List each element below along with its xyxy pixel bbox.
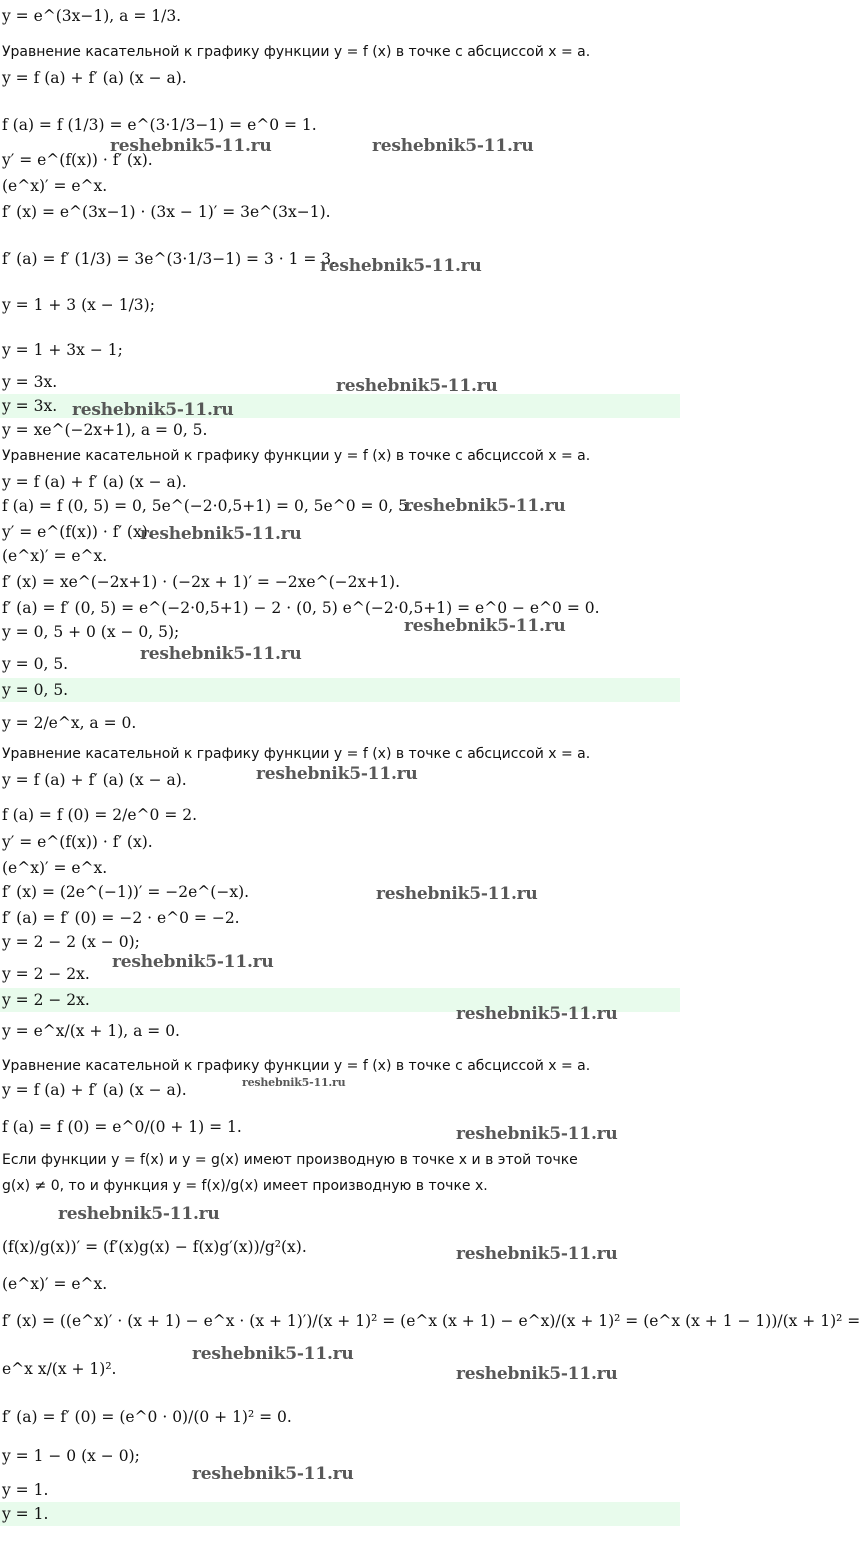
watermark: reshebnik5-11.ru [192, 1344, 354, 1364]
watermark: reshebnik5-11.ru [336, 376, 498, 396]
formula-line: f′ (a) = f′ (1/3) = 3e^(3·1/3−1) = 3 · 1 = 3. [2, 250, 337, 268]
watermark: reshebnik5-11.ru [256, 764, 418, 784]
formula-line: y = 1. [2, 1481, 49, 1499]
formula-line: (e^x)′ = e^x. [2, 177, 108, 195]
watermark: reshebnik5-11.ru [456, 1124, 618, 1144]
formula-line: y = 2 − 2x. [2, 965, 90, 983]
text-line: g(x) ≠ 0, то и функция y = f(x)/g(x) имеет производную в точке x. [2, 1178, 488, 1194]
formula-line: f′ (x) = ((e^x)′ · (x + 1) − e^x · (x + 1)′)/(x + 1)² = (e^x (x + 1) − e^x)/(x + 1)² = (e^x (x + 1 − 1))/(x + 1)² = [2, 1312, 860, 1330]
watermark: reshebnik5-11.ru [242, 1076, 346, 1089]
watermark: reshebnik5-11.ru [192, 1464, 354, 1484]
formula-line: y = 0, 5 + 0 (x − 0, 5); [2, 623, 180, 641]
formula-line: f (a) = f (0, 5) = 0, 5e^(−2·0,5+1) = 0, 5e^0 = 0, 5. [2, 497, 413, 515]
formula-line: y = 1 + 3 (x − 1/3); [2, 296, 155, 314]
text-line: Если функции y = f(x) и y = g(x) имеют производную в точке x и в этой точке [2, 1152, 578, 1168]
formula-line: f′ (x) = e^(3x−1) · (3x − 1)′ = 3e^(3x−1). [2, 203, 331, 221]
formula-line: y = 3x. [2, 373, 58, 391]
formula-line: y = 2 − 2 (x − 0); [2, 933, 140, 951]
watermark: reshebnik5-11.ru [320, 256, 482, 276]
formula-line: y = f (a) + f′ (a) (x − a). [2, 1081, 187, 1099]
formula-line: y = xe^(−2x+1), a = 0, 5. [2, 421, 208, 439]
watermark: reshebnik5-11.ru [110, 136, 272, 156]
formula-line: y = f (a) + f′ (a) (x − a). [2, 473, 187, 491]
text-line: Уравнение касательной к графику функции y = f (x) в точке с абсциссой x = a. [2, 746, 591, 762]
text-line: Уравнение касательной к графику функции y = f (x) в точке с абсциссой x = a. [2, 448, 591, 464]
formula-line: y = 2/e^x, a = 0. [2, 714, 137, 732]
formula-line: f (a) = f (0) = 2/e^0 = 2. [2, 806, 198, 824]
watermark: reshebnik5-11.ru [456, 1364, 618, 1384]
formula-line: f (a) = f (0) = e^0/(0 + 1) = 1. [2, 1118, 242, 1136]
text-line: Уравнение касательной к графику функции y = f (x) в точке с абсциссой x = a. [2, 44, 591, 60]
formula-line: y = 1 + 3x − 1; [2, 341, 123, 359]
answer-line: y = 3x. [0, 394, 680, 418]
watermark: reshebnik5-11.ru [456, 1004, 618, 1024]
formula-line: y′ = e^(f(x)) · f′ (x). [2, 833, 153, 851]
formula-line: y = 1 − 0 (x − 0); [2, 1447, 140, 1465]
formula-line: (f(x)/g(x))′ = (f′(x)g(x) − f(x)g′(x))/g²(x). [2, 1238, 307, 1256]
formula-line: y = f (a) + f′ (a) (x − a). [2, 69, 187, 87]
watermark: reshebnik5-11.ru [404, 496, 566, 516]
formula-line: y′ = e^(f(x)) · f′ (x). [2, 151, 153, 169]
formula-line: (e^x)′ = e^x. [2, 859, 108, 877]
formula-line: y = f (a) + f′ (a) (x − a). [2, 771, 187, 789]
watermark: reshebnik5-11.ru [140, 524, 302, 544]
formula-line: f′ (a) = f′ (0, 5) = e^(−2·0,5+1) − 2 · (0, 5) e^(−2·0,5+1) = e^0 − e^0 = 0. [2, 599, 600, 617]
answer-line: y = 1. [0, 1502, 680, 1526]
formula-line: y = 0, 5. [2, 655, 69, 673]
formula-line: y = e^x/(x + 1), a = 0. [2, 1022, 180, 1040]
answer-line: y = 2 − 2x. [0, 988, 680, 1012]
formula-line: y = e^(3x−1), a = 1/3. [2, 7, 182, 25]
watermark: reshebnik5-11.ru [376, 884, 538, 904]
text-line: Уравнение касательной к графику функции y = f (x) в точке с абсциссой x = a. [2, 1058, 591, 1074]
formula-line: f′ (x) = xe^(−2x+1) · (−2x + 1)′ = −2xe^(−2x+1). [2, 573, 401, 591]
watermark: reshebnik5-11.ru [140, 644, 302, 664]
watermark: reshebnik5-11.ru [404, 616, 566, 636]
formula-line: f (a) = f (1/3) = e^(3·1/3−1) = e^0 = 1. [2, 116, 317, 134]
watermark: reshebnik5-11.ru [112, 952, 274, 972]
formula-line: f′ (a) = f′ (0) = (e^0 · 0)/(0 + 1)² = 0. [2, 1408, 292, 1426]
answer-line: y = 0, 5. [0, 678, 680, 702]
formula-line: e^x x/(x + 1)². [2, 1360, 117, 1378]
formula-line: (e^x)′ = e^x. [2, 547, 108, 565]
watermark: reshebnik5-11.ru [372, 136, 534, 156]
formula-line: f′ (x) = (2e^(−1))′ = −2e^(−x). [2, 883, 250, 901]
watermark: reshebnik5-11.ru [456, 1244, 618, 1264]
watermark: reshebnik5-11.ru [72, 400, 234, 420]
watermark: reshebnik5-11.ru [58, 1204, 220, 1224]
formula-line: f′ (a) = f′ (0) = −2 · e^0 = −2. [2, 909, 240, 927]
formula-line: (e^x)′ = e^x. [2, 1275, 108, 1293]
formula-line: y′ = e^(f(x)) · f′ (x). [2, 523, 153, 541]
